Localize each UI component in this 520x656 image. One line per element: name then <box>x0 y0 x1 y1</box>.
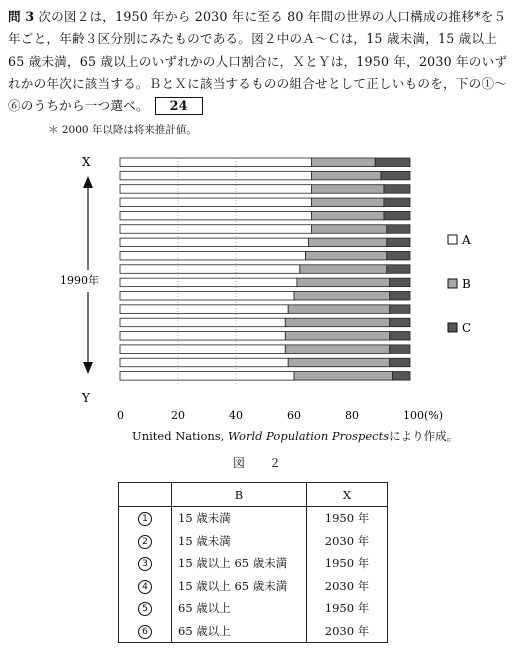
option-x: 2030 年 <box>307 530 388 553</box>
bar-row8-b <box>300 265 387 274</box>
table-row <box>119 575 388 598</box>
bar-row12-c <box>390 318 410 327</box>
answer-box[interactable]: 24 <box>155 97 203 115</box>
table-row <box>119 597 388 620</box>
x-tick-label-1: 20 <box>171 409 185 422</box>
bar-row1-a <box>120 171 311 180</box>
legend-swatch-c <box>448 323 457 332</box>
bar-row13-c <box>390 332 410 341</box>
x-tick-label-2: 40 <box>229 409 243 422</box>
option-b: 65 歳以上 <box>172 620 307 643</box>
legend-label-a: A <box>462 233 471 247</box>
question-label: 問 3 <box>8 9 35 24</box>
population-chart <box>0 150 520 422</box>
option-number <box>119 530 172 553</box>
bar-row7-b <box>306 251 387 260</box>
bar-row3-a <box>120 198 311 207</box>
option-circle: 2 <box>138 535 152 549</box>
option-x: 2030 年 <box>307 575 388 598</box>
legend-swatch-a <box>448 235 457 244</box>
bar-row7-c <box>387 251 410 260</box>
table-header-row <box>119 483 388 507</box>
source-title: World Population Prospects <box>227 429 390 443</box>
option-circle: 4 <box>138 580 152 594</box>
figure-source: United Nations, World Population Prospectsにより作成。 <box>132 429 459 443</box>
bar-row2-a <box>120 185 311 194</box>
bar-row11-c <box>390 305 410 314</box>
bar-row10-b <box>294 292 390 301</box>
bar-row3-b <box>311 198 384 207</box>
x-tick-label-0: 0 <box>117 409 124 422</box>
figure-caption: 図 ２ <box>233 456 288 470</box>
question-text <box>8 6 514 117</box>
bar-row11-a <box>120 305 288 314</box>
bar-row4-c <box>384 211 410 220</box>
axis-label-x-top: X <box>82 155 91 169</box>
option-number <box>119 552 172 575</box>
bar-row3-c <box>384 198 410 207</box>
axis-label-1990: 1990年 <box>60 274 99 287</box>
bar-row1-b <box>311 171 381 180</box>
question-body: 次の図２は，1950 年から 2030 年に至る 80 年間の世界の人口構成の推移*を５年ごと，年齢３区分別にみたものである。図２中のＡ～Ｃは，15 歳未満，15 歳以上 65 歳未満，65 歳以上のいずれかの人口割合に，ＸとＹは，1950 年，2030 年のいずれかの年次に該当する。ＢとＸに該当するものの組合せとして正しいものを，下の①～⑥のうちから一つ選べ。 <box>8 9 508 114</box>
table-row <box>119 507 388 530</box>
bar-row8-a <box>120 265 300 274</box>
bar-row2-b <box>311 185 384 194</box>
bar-row4-b <box>311 211 384 220</box>
bar-row9-b <box>297 278 390 287</box>
bar-row0-a <box>120 158 311 167</box>
header-cell-b: B <box>172 483 307 507</box>
option-b: 15 歳以上 65 歳未満 <box>172 552 307 575</box>
x-tick-label-3: 60 <box>287 409 301 422</box>
bar-row5-b <box>311 225 386 234</box>
option-circle: 1 <box>138 512 152 526</box>
bar-row5-c <box>387 225 410 234</box>
bar-row6-a <box>120 238 309 247</box>
option-x: 1950 年 <box>307 552 388 575</box>
bar-row15-c <box>390 358 410 367</box>
option-circle: 5 <box>138 602 152 616</box>
bar-row14-c <box>390 345 410 354</box>
option-b: 65 歳以上 <box>172 597 307 620</box>
option-circle: 6 <box>138 625 152 639</box>
bar-row10-a <box>120 292 294 301</box>
bar-row9-c <box>390 278 410 287</box>
bar-row16-b <box>294 372 393 381</box>
table-row <box>119 552 388 575</box>
legend-label-b: B <box>462 277 471 291</box>
bar-row11-b <box>288 305 390 314</box>
bar-row15-a <box>120 358 288 367</box>
option-number <box>119 507 172 530</box>
option-x: 1950 年 <box>307 507 388 530</box>
table-row <box>119 530 388 553</box>
bar-row16-a <box>120 372 294 381</box>
bar-row13-b <box>285 332 389 341</box>
bar-row6-c <box>387 238 410 247</box>
x-tick-label-5: 100(%) <box>403 409 444 422</box>
option-x: 2030 年 <box>307 620 388 643</box>
bar-row16-c <box>393 372 410 381</box>
footnote: ＊ 2000 年以降は将来推計値。 <box>48 124 197 136</box>
answer-table <box>118 482 388 643</box>
table-row <box>119 620 388 643</box>
bar-row7-a <box>120 251 306 260</box>
bar-row9-a <box>120 278 297 287</box>
option-b: 15 歳以上 65 歳未満 <box>172 575 307 598</box>
bar-row13-a <box>120 332 285 341</box>
bar-row12-a <box>120 318 285 327</box>
axis-label-y-bottom: Y <box>82 391 90 405</box>
bar-row4-a <box>120 211 311 220</box>
bar-row1-c <box>381 171 410 180</box>
bar-row10-c <box>390 292 410 301</box>
header-cell-num <box>119 483 172 507</box>
bar-row14-b <box>285 345 389 354</box>
option-number <box>119 620 172 643</box>
bar-row6-b <box>309 238 387 247</box>
bar-row0-c <box>375 158 410 167</box>
option-number <box>119 575 172 598</box>
header-cell-x: X <box>307 483 388 507</box>
option-b: 15 歳未満 <box>172 530 307 553</box>
legend-label-c: C <box>462 321 472 335</box>
legend-swatch-b <box>448 279 457 288</box>
bar-row15-b <box>288 358 390 367</box>
bar-row0-b <box>311 158 375 167</box>
option-circle: 3 <box>138 557 152 571</box>
bar-row14-a <box>120 345 285 354</box>
bar-row8-c <box>387 265 410 274</box>
bar-row12-b <box>285 318 389 327</box>
option-number <box>119 597 172 620</box>
option-b: 15 歳未満 <box>172 507 307 530</box>
option-x: 1950 年 <box>307 597 388 620</box>
bar-row5-a <box>120 225 311 234</box>
x-tick-label-4: 80 <box>345 409 359 422</box>
bar-row2-c <box>384 185 410 194</box>
